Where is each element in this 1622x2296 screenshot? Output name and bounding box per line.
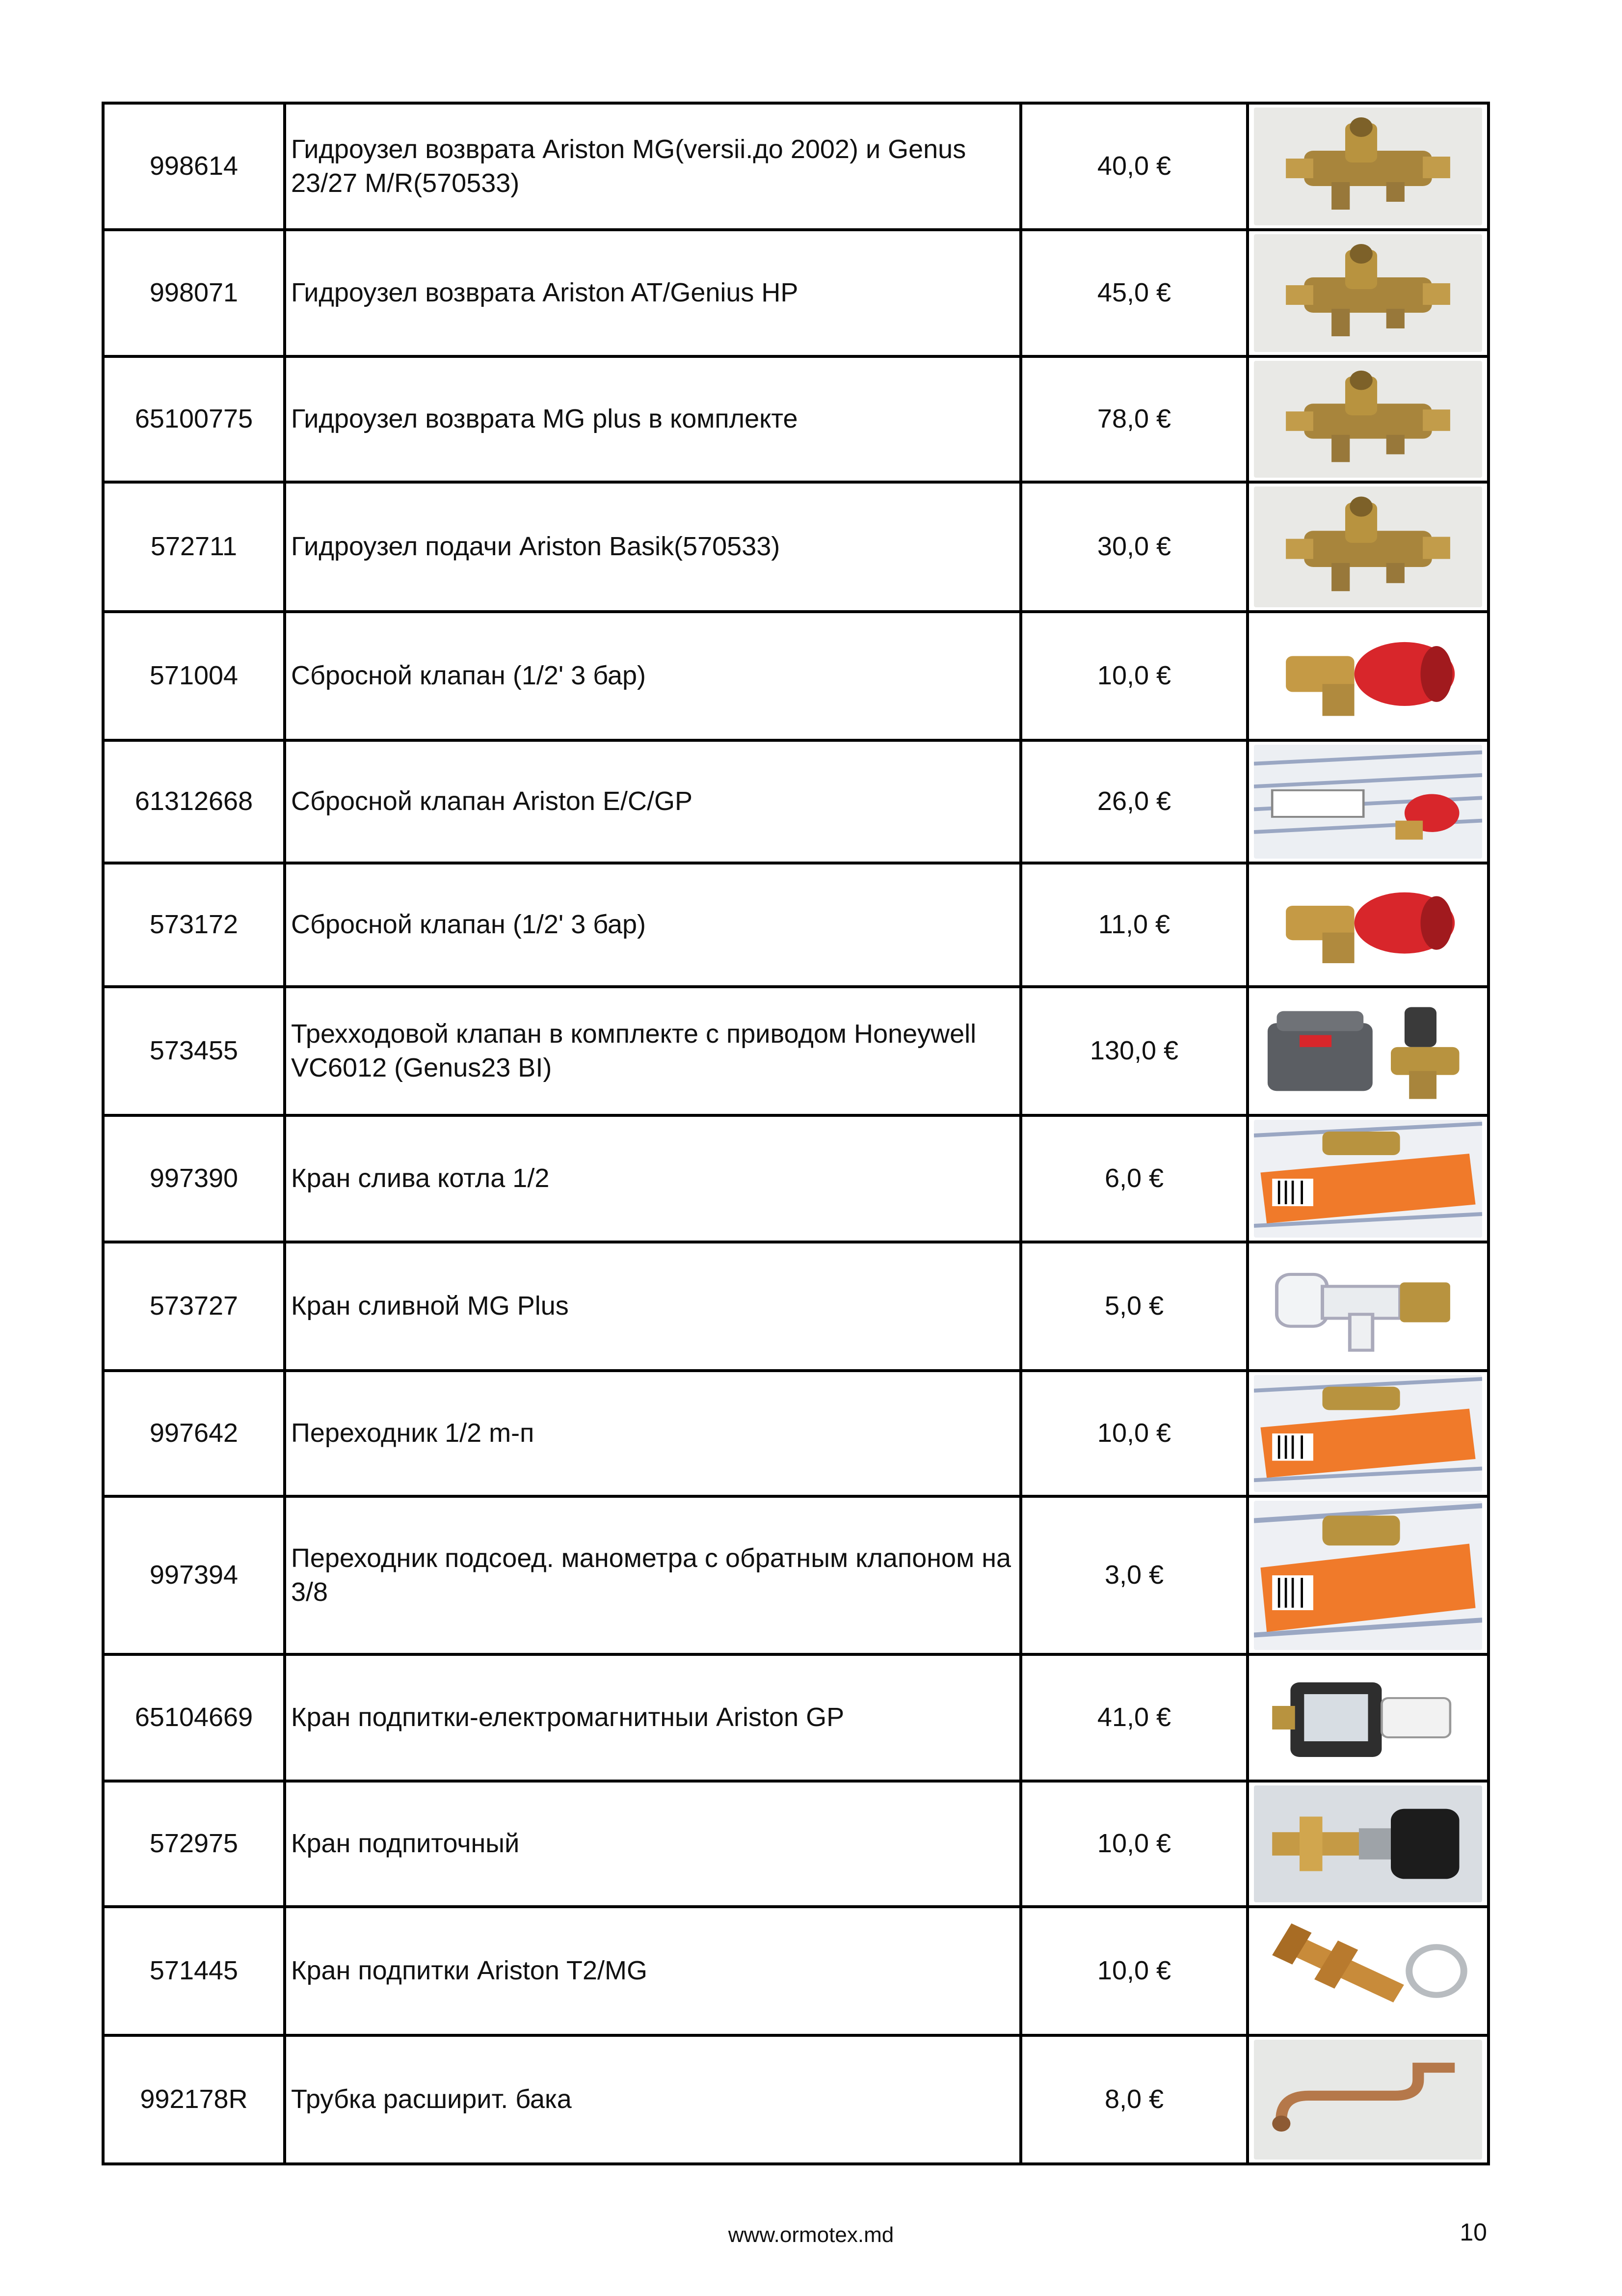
product-price: 8,0 € [1021, 2035, 1248, 2164]
product-price: 41,0 € [1021, 1654, 1248, 1781]
table-row [103, 1496, 1489, 1654]
product-image-cell [1248, 103, 1489, 230]
product-description: Переходник подсоед. манометра с обратным клапоном на 3/8 [285, 1496, 1021, 1654]
product-code: 997642 [103, 1371, 285, 1496]
product-code: 572975 [103, 1781, 285, 1907]
price-table-body [103, 103, 1489, 2164]
product-description: Сбросной клапан (1/2' 3 бар) [285, 863, 1021, 987]
product-description: Переходник 1/2 m-п [285, 1371, 1021, 1496]
solenoid-valve-photo [1254, 1659, 1482, 1777]
product-price: 10,0 € [1021, 612, 1248, 740]
product-description: Трубка расширит. бака [285, 2035, 1021, 2164]
safety-valve-photo [1254, 616, 1482, 736]
product-code: 571445 [103, 1907, 285, 2035]
product-image-cell [1248, 356, 1489, 482]
product-description: Кран слива котла 1/2 [285, 1115, 1021, 1242]
product-description: Кран сливной MG Plus [285, 1242, 1021, 1371]
product-price: 78,0 € [1021, 356, 1248, 482]
product-description: Сбросной клапан (1/2' 3 бар) [285, 612, 1021, 740]
safety-valve-photo [1254, 867, 1482, 982]
table-row [103, 612, 1489, 740]
table-row [103, 1781, 1489, 1907]
table-row [103, 482, 1489, 612]
table-row [103, 740, 1489, 863]
product-code: 997390 [103, 1115, 285, 1242]
product-price: 5,0 € [1021, 1242, 1248, 1371]
product-description: Сбросной клапан Ariston E/C/GP [285, 740, 1021, 863]
product-image-cell [1248, 1371, 1489, 1496]
product-image-cell [1248, 1242, 1489, 1371]
product-image-cell [1248, 230, 1489, 356]
product-price: 6,0 € [1021, 1115, 1248, 1242]
product-code: 998614 [103, 103, 285, 230]
product-image-cell [1248, 612, 1489, 740]
product-description: Гидроузел возврата Ariston AT/Genius HP [285, 230, 1021, 356]
product-description: Кран подпитки Ariston T2/MG [285, 1907, 1021, 2035]
footer-url[interactable]: www.ormotex.md [728, 2223, 894, 2247]
price-table [102, 102, 1490, 2165]
copper-pipe-photo [1254, 2040, 1482, 2160]
product-image-cell [1248, 1496, 1489, 1654]
product-image-cell [1248, 863, 1489, 987]
product-price: 10,0 € [1021, 1781, 1248, 1907]
product-image-cell [1248, 1907, 1489, 2035]
product-price: 30,0 € [1021, 482, 1248, 612]
product-price: 3,0 € [1021, 1496, 1248, 1654]
product-code: 573727 [103, 1242, 285, 1371]
product-code: 573455 [103, 987, 285, 1115]
filling-tap-photo [1254, 1785, 1482, 1902]
table-row [103, 103, 1489, 230]
table-row [103, 987, 1489, 1115]
product-code: 572711 [103, 482, 285, 612]
brass-hydraulic-group-photo [1254, 361, 1482, 478]
packaged-valve-photo [1254, 745, 1482, 859]
product-description: Кран подпиточный [285, 1781, 1021, 1907]
product-description: Гидроузел возврата MG plus в комплекте [285, 356, 1021, 482]
brass-hydraulic-group-photo [1254, 234, 1482, 352]
product-image-cell [1248, 1654, 1489, 1781]
product-image-cell [1248, 1781, 1489, 1907]
product-code: 992178R [103, 2035, 285, 2164]
product-description: Гидроузел подачи Ariston Basik(570533) [285, 482, 1021, 612]
product-price: 130,0 € [1021, 987, 1248, 1115]
product-code: 65104669 [103, 1654, 285, 1781]
three-way-valve-photo [1254, 991, 1482, 1111]
table-row [103, 230, 1489, 356]
table-row [103, 1907, 1489, 2035]
product-price: 11,0 € [1021, 863, 1248, 987]
product-description: Кран подпитки-електромагнитныи Ariston GP [285, 1654, 1021, 1781]
table-row [103, 1654, 1489, 1781]
table-row [103, 863, 1489, 987]
product-code: 573172 [103, 863, 285, 987]
table-row [103, 1242, 1489, 1371]
product-image-cell [1248, 2035, 1489, 2164]
brass-hydraulic-group-photo [1254, 108, 1482, 225]
product-code: 998071 [103, 230, 285, 356]
table-row [103, 356, 1489, 482]
product-code: 571004 [103, 612, 285, 740]
product-code: 65100775 [103, 356, 285, 482]
product-image-cell [1248, 482, 1489, 612]
packaged-part-photo [1254, 1375, 1482, 1492]
drain-tap-photo [1254, 1246, 1482, 1366]
product-code: 61312668 [103, 740, 285, 863]
table-row [103, 1371, 1489, 1496]
table-row [103, 2035, 1489, 2164]
packaged-part-photo [1254, 1501, 1482, 1650]
product-price: 45,0 € [1021, 230, 1248, 356]
product-price: 10,0 € [1021, 1907, 1248, 2035]
product-price: 26,0 € [1021, 740, 1248, 863]
product-price: 40,0 € [1021, 103, 1248, 230]
product-image-cell [1248, 740, 1489, 863]
product-description: Гидроузел возврата Ariston MG(versii.до 2002) и Genus 23/27 M/R(570533) [285, 103, 1021, 230]
product-image-cell [1248, 987, 1489, 1115]
page-number: 10 [1460, 2218, 1487, 2246]
table-row [103, 1115, 1489, 1242]
product-image-cell [1248, 1115, 1489, 1242]
brass-fitting-photo [1254, 1911, 1482, 2031]
brass-hydraulic-group-photo [1254, 486, 1482, 607]
packaged-part-photo [1254, 1120, 1482, 1238]
product-price: 10,0 € [1021, 1371, 1248, 1496]
product-description: Трехходовой клапан в комплекте с приводом Honeywell VC6012 (Genus23 BI) [285, 987, 1021, 1115]
product-code: 997394 [103, 1496, 285, 1654]
